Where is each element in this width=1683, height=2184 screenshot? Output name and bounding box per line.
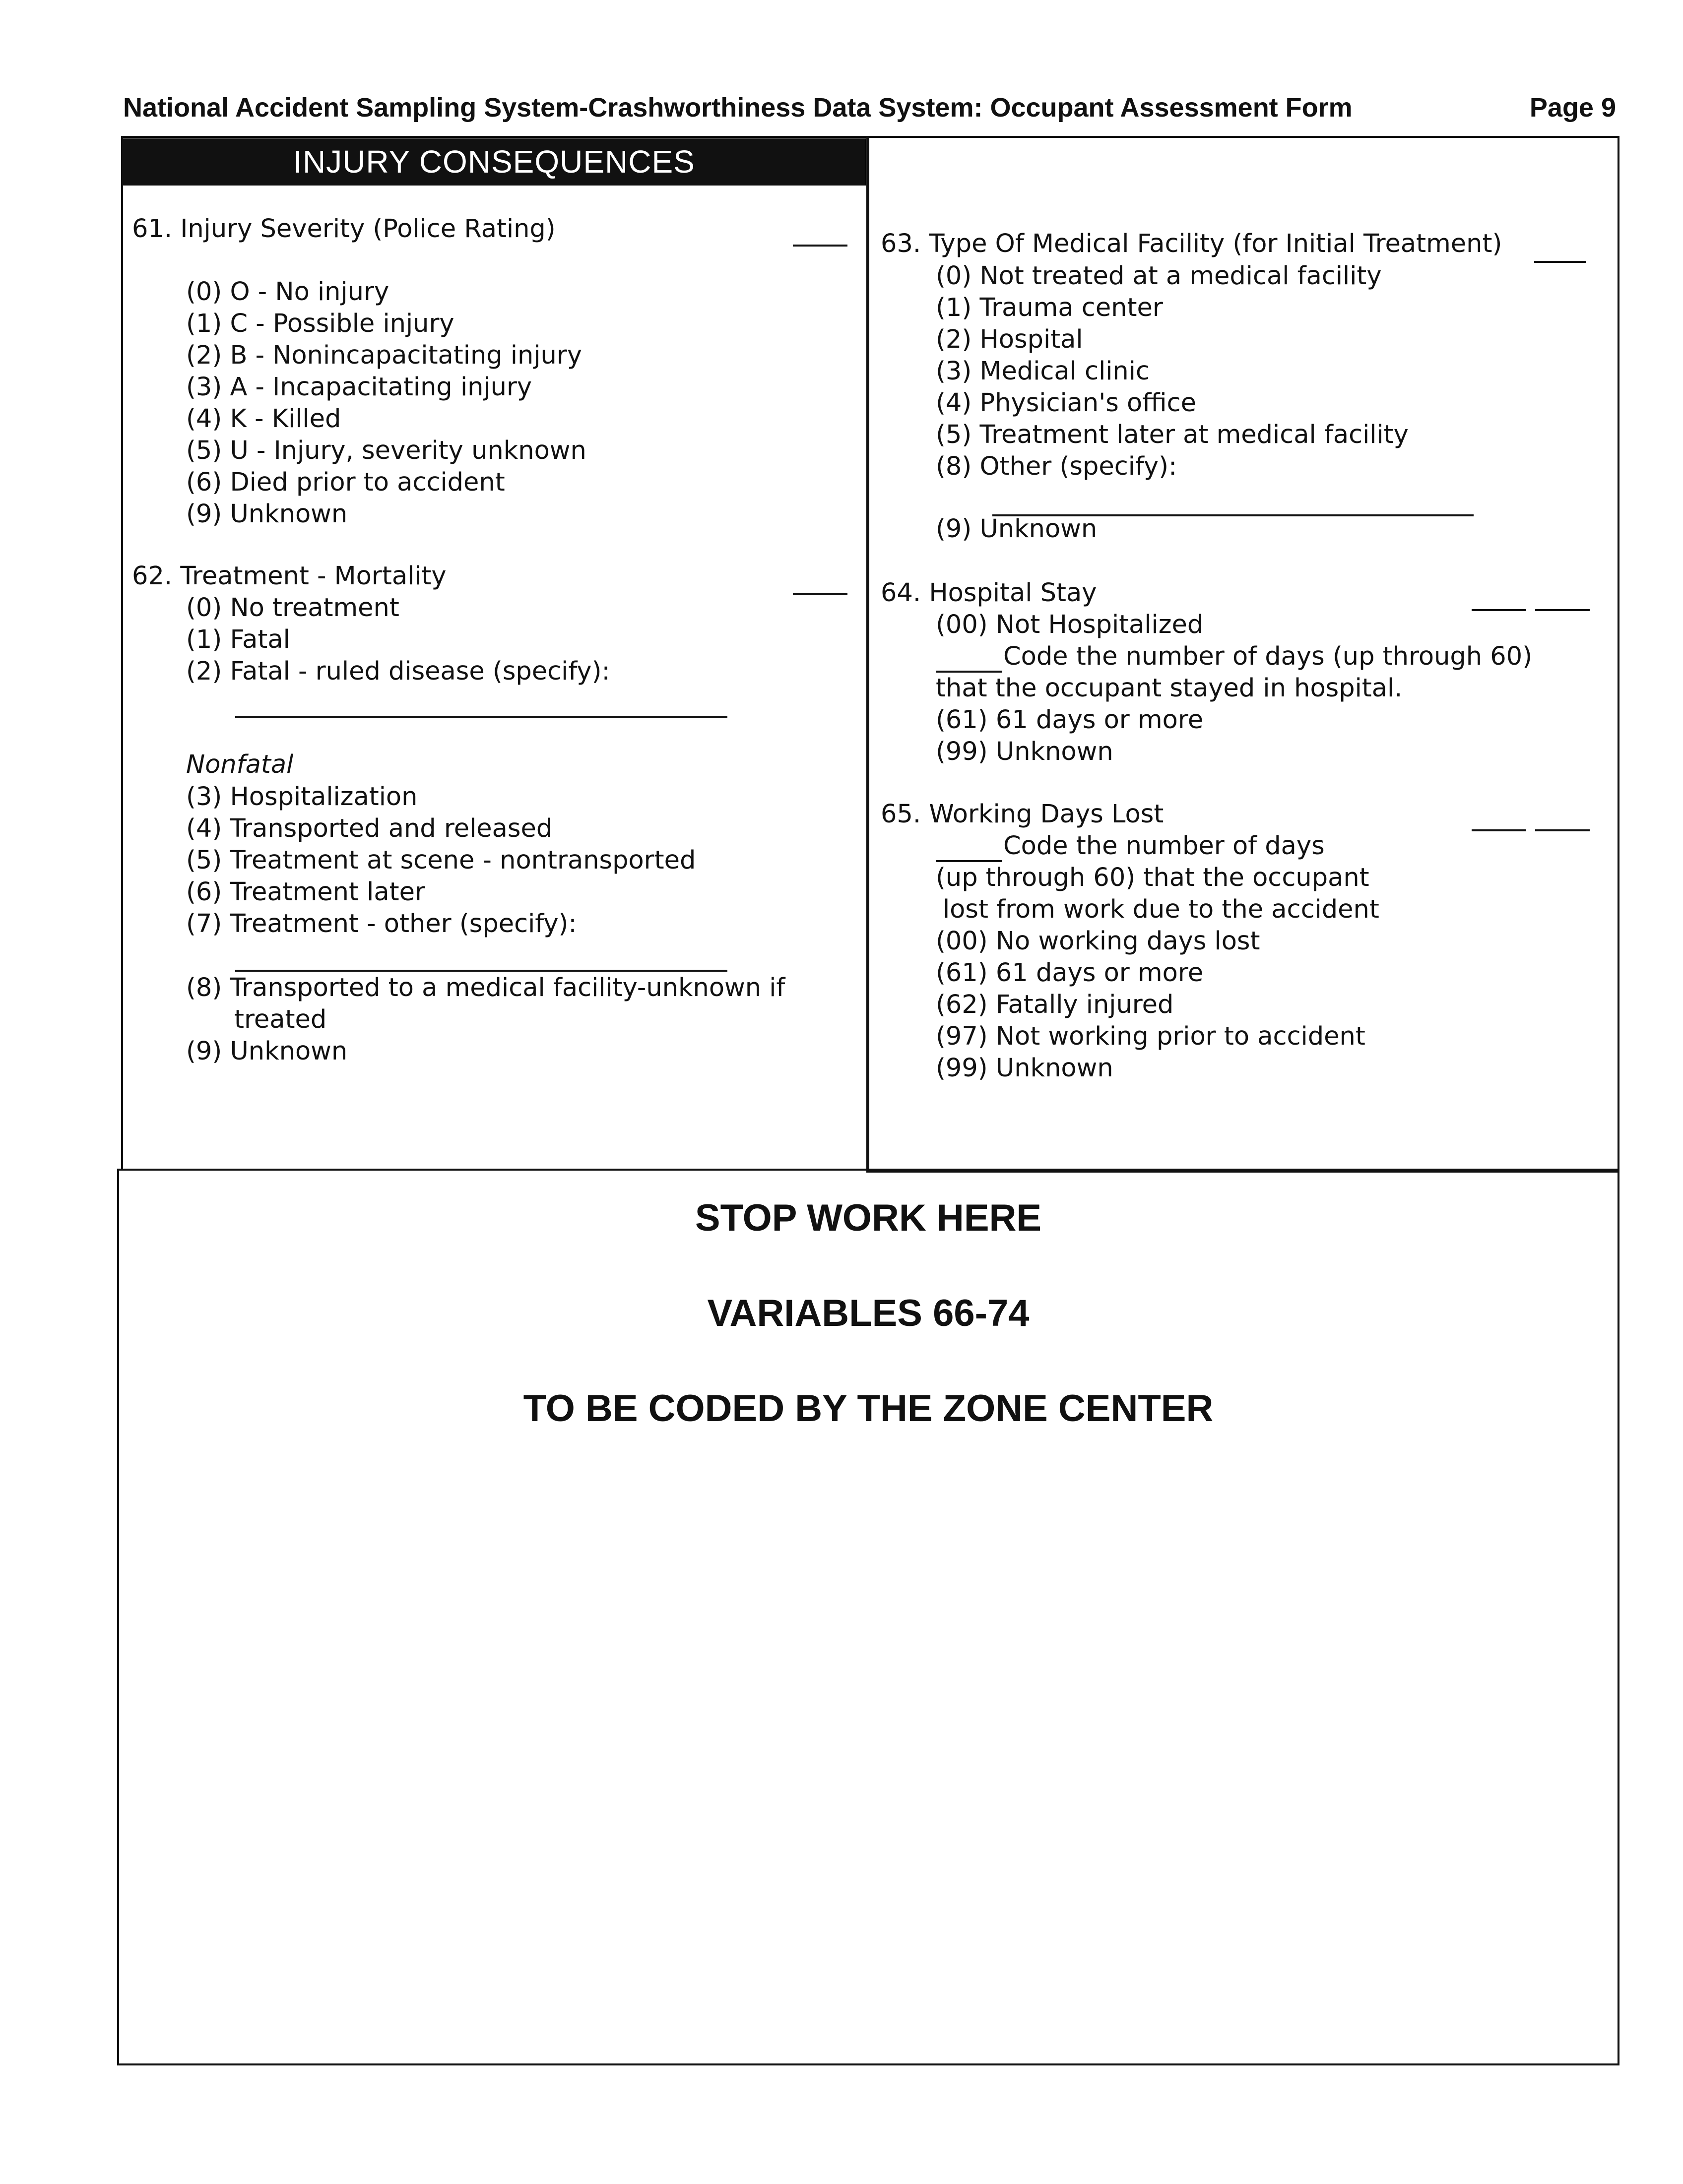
q62-answer-blank[interactable] [793,593,847,595]
q63-option-9: (9) Unknown [936,514,1098,544]
q64-answer-blank-1[interactable] [1472,609,1526,611]
list-item: (2) Fatal - ruled disease (specify): [186,657,610,686]
variables-range-heading: VARIABLES 66-74 [707,1292,1030,1334]
list-item: (0) No treatment [186,593,399,623]
list-item: (5) Treatment later at medical facility [936,420,1409,449]
list-item: (4) K - Killed [186,404,341,434]
q63-title: 63. Type Of Medical Facility (for Initial Treatment) [881,229,1502,258]
list-item: (0) O - No injury [186,277,389,307]
list-item: (7) Treatment - other (specify): [186,909,577,938]
list-item: (00) No working days lost [936,927,1260,956]
q62-specify-blank-7[interactable] [235,970,727,972]
list-item: (99) Unknown [936,737,1113,766]
list-item: (5) U - Injury, severity unknown [186,436,586,465]
list-item: (5) Treatment at scene - nontransported [186,846,696,875]
list-item: (0) Not treated at a medical facility [936,261,1382,291]
q62-option-8: (8) Transported to a medical facility-unknown if [186,973,785,1002]
q62-fatal-options [186,592,610,687]
list-item: (6) Died prior to accident [186,468,505,497]
list-item: (97) Not working prior to accident [936,1022,1365,1051]
stop-work-heading: STOP WORK HERE [695,1197,1042,1239]
q62-nonfatal-label: Nonfatal [186,750,294,779]
list-item: that the occupant stayed in hospital. [936,674,1403,703]
q63-answer-blank[interactable] [1534,261,1586,263]
list-item: (00) Not Hospitalized [936,610,1204,639]
section-banner: INJURY CONSEQUENCES [123,138,866,186]
q62-nonfatal-options [186,781,696,940]
q61-answer-blank[interactable] [793,245,847,247]
list-item: (3) A - Incapacitating injury [186,373,532,402]
list-item: lost from work due to the accident [943,895,1379,924]
list-item: (1) C - Possible injury [186,309,454,338]
list-item: (3) Hospitalization [186,782,418,811]
list-item: (3) Medical clinic [936,357,1150,386]
list-item: (8) Other (specify): [936,452,1177,481]
list-item: (4) Transported and released [186,814,553,843]
list-item: (1) Trauma center [936,293,1163,322]
form-title: National Accident Sampling System-Crashworthiness Data System: Occupant Assessment Form [123,93,1353,123]
q64-answer-blank-2[interactable] [1535,609,1590,611]
q61-title: 61. Injury Severity (Police Rating) [132,214,556,244]
q62-specify-blank-2[interactable] [235,716,727,718]
list-item: (61) 61 days or more [936,958,1204,988]
list-item: (1) Fatal [186,625,290,654]
list-item: (4) Physician's office [936,388,1196,418]
q62-option-8-cont: treated [234,1005,327,1034]
q64-title: 64. Hospital Stay [881,578,1097,608]
list-item: (6) Treatment later [186,877,425,907]
q61-options [186,276,586,530]
q65-answer-blank-2[interactable] [1535,829,1590,831]
list-item: Code the number of days [1003,831,1325,861]
list-item: (62) Fatally injured [936,990,1174,1019]
list-item: (99) Unknown [936,1054,1113,1083]
list-item: (up through 60) that the occupant [936,863,1369,892]
q65-title: 65. Working Days Lost [881,800,1164,829]
list-item: (9) Unknown [186,499,348,529]
page-number: Page 9 [1529,93,1616,123]
q62-option-9: (9) Unknown [186,1037,348,1066]
q62-title: 62. Treatment - Mortality [132,562,447,591]
q63-options [936,260,1409,483]
list-item: (2) Hospital [936,325,1083,354]
q65-answer-blank-1[interactable] [1472,829,1526,831]
list-item: (2) B - Nonincapacitating injury [186,341,583,370]
list-item: Code the number of days (up through 60) [1003,642,1533,671]
zone-center-heading: TO BE CODED BY THE ZONE CENTER [523,1387,1214,1430]
list-item: (61) 61 days or more [936,705,1204,735]
